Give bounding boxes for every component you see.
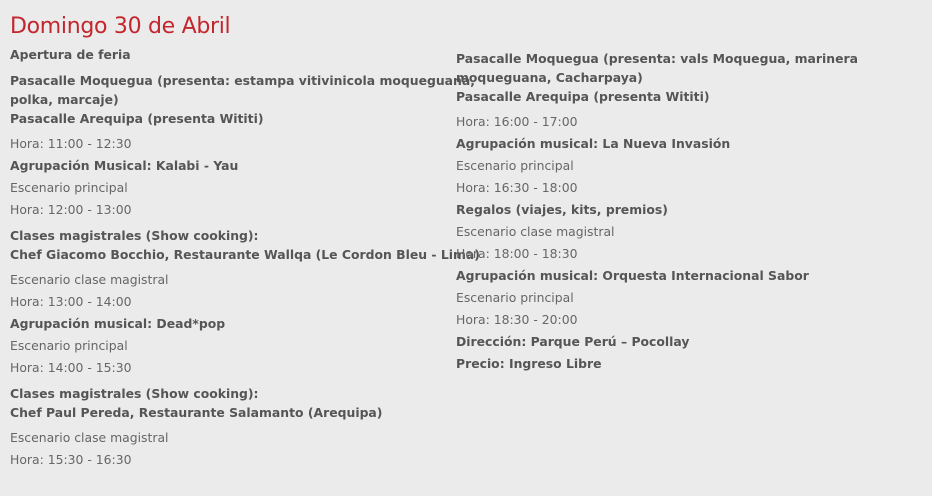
event-time: Hora: 18:30 - 20:00 bbox=[456, 312, 578, 327]
event-title: Regalos (viajes, kits, premios) bbox=[456, 202, 668, 217]
event-title: Pasacalle Arequipa (presenta Wititi) bbox=[10, 111, 264, 126]
event-title: polka, marcaje) bbox=[10, 92, 119, 107]
event-title: Agrupación musical: Orquesta Internacional Sabor bbox=[456, 268, 809, 283]
event-title: moqueguana, Cacharpaya) bbox=[456, 70, 643, 85]
page-title: Domingo 30 de Abril bbox=[10, 14, 231, 39]
event-venue: Escenario clase magistral bbox=[10, 272, 169, 287]
event-time: Hora: 16:30 - 18:00 bbox=[456, 180, 578, 195]
event-title: Agrupación musical: La Nueva Invasión bbox=[456, 136, 731, 151]
event-title: Apertura de feria bbox=[10, 47, 131, 62]
event-venue: Escenario clase magistral bbox=[456, 224, 615, 239]
event-title: Clases magistrales (Show cooking): bbox=[10, 228, 259, 243]
event-venue: Escenario principal bbox=[456, 290, 574, 305]
event-venue: Escenario clase magistral bbox=[10, 430, 169, 445]
event-price: Precio: Ingreso Libre bbox=[456, 356, 602, 371]
event-time: Hora: 14:00 - 15:30 bbox=[10, 360, 132, 375]
event-time: Hora: 13:00 - 14:00 bbox=[10, 294, 132, 309]
event-time: Hora: 12:00 - 13:00 bbox=[10, 202, 132, 217]
event-address: Dirección: Parque Perú – Pocollay bbox=[456, 334, 690, 349]
event-time: Hora: 11:00 - 12:30 bbox=[10, 136, 132, 151]
event-title: Pasacalle Arequipa (presenta Wititi) bbox=[456, 89, 710, 104]
event-venue: Escenario principal bbox=[456, 158, 574, 173]
event-title: Chef Paul Pereda, Restaurante Salamanto (Arequipa) bbox=[10, 405, 383, 420]
event-time: Hora: 16:00 - 17:00 bbox=[456, 114, 578, 129]
event-venue: Escenario principal bbox=[10, 180, 128, 195]
event-title: Agrupación Musical: Kalabi - Yau bbox=[10, 158, 239, 173]
event-time: Hora: 15:30 - 16:30 bbox=[10, 452, 132, 467]
event-title: Pasacalle Moquegua (presenta: vals Moquegua, marinera bbox=[456, 51, 858, 66]
event-time: Hora: 18:00 - 18:30 bbox=[456, 246, 578, 261]
event-title: Clases magistrales (Show cooking): bbox=[10, 386, 259, 401]
event-title: Agrupación musical: Dead*pop bbox=[10, 316, 226, 331]
event-venue: Escenario principal bbox=[10, 338, 128, 353]
event-title: Pasacalle Moquegua (presenta: estampa vitivinicola moqueguana, bbox=[10, 73, 475, 88]
event-title: Chef Giacomo Bocchio, Restaurante Wallqa (Le Cordon Bleu - Lima) bbox=[10, 247, 480, 262]
